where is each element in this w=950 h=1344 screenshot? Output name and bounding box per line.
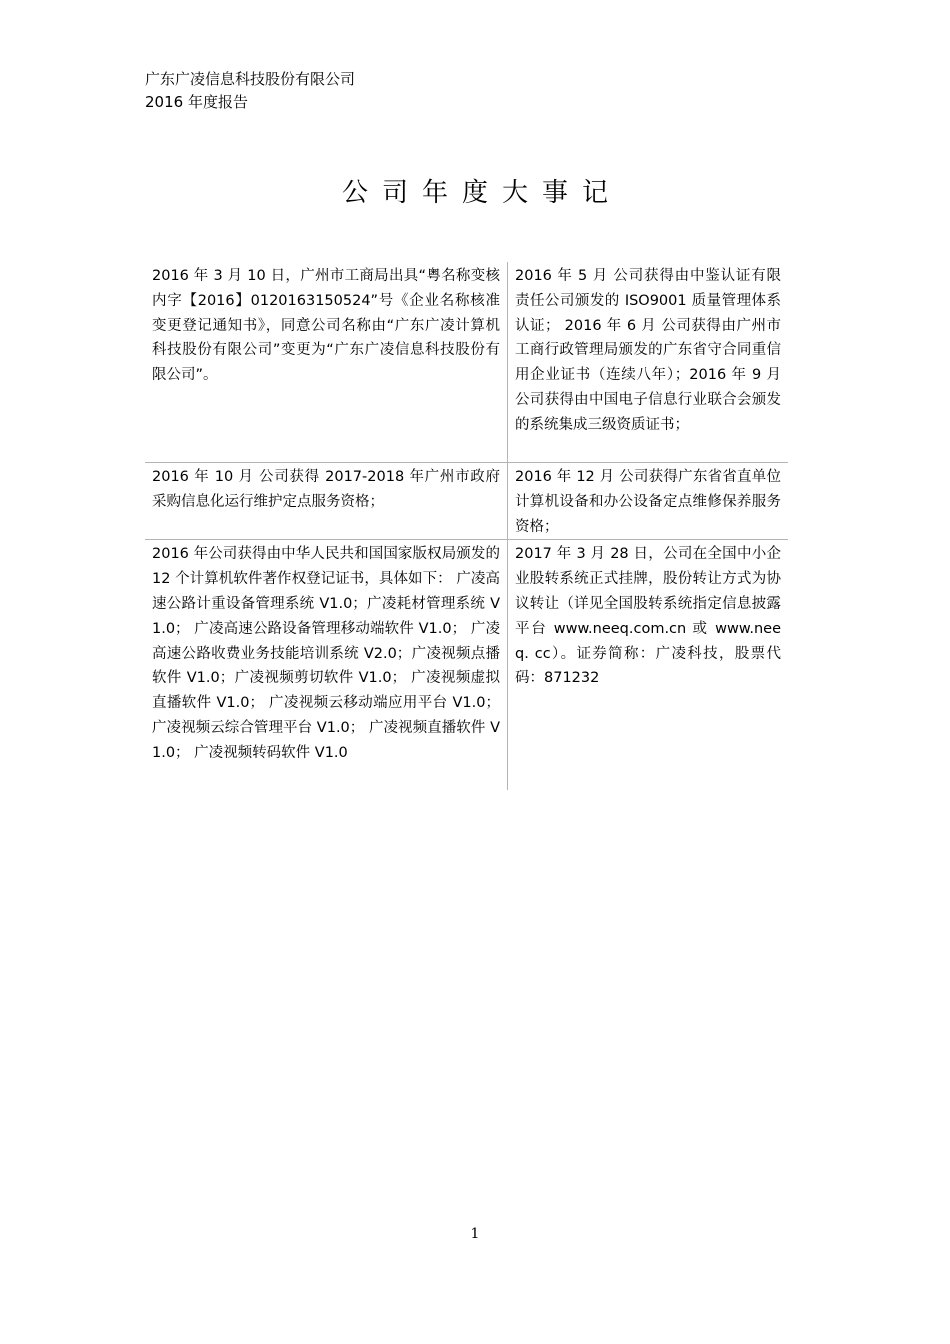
- table-row: [145, 262, 788, 463]
- event-cell: 2016 年 3 月 10 日，广州市工商局出具“粤名称变核内字【2016】0120163150524”号《企业名称核准变更登记通知书》，同意公司名称由“广东广凌计算机科技股份有限公司”变更为“广东广凌信息科技股份有限公司”。: [152, 268, 500, 384]
- events-table: [145, 262, 788, 790]
- event-cell: 2016 年公司获得由中华人民共和国国家版权局颁发的 12 个计算机软件著作权登记证书，具体如下： 广凌高速公路计重设备管理系统 V1.0；广凌耗材管理系统 V1.0； 广凌高速公路设备管理移动端软件 V1.0； 广凌高速公路收费业务技能培训系统 V2.0；广凌视频点播软件 V1.0；广凌视频剪切软件 V1.0； 广凌视频虚拟直播软件 V1.0； 广凌视频云移动端应用平台 V1.0； 广凌视频云综合管理平台 V1.0； 广凌视频直播软件 V1.0； 广凌视频转码软件 V1.0: [152, 546, 500, 761]
- document-title: 公司年度大事记: [341, 178, 622, 208]
- company-name: 广东广凌信息科技股份有限公司: [145, 70, 356, 88]
- event-cell: 2016 年 10 月 公司获得 2017-2018 年广州市政府采购信息化运行维护定点服务资格；: [145, 463, 508, 540]
- table-row: [145, 463, 788, 540]
- event-cell: 2017 年 3 月 28 日，公司在全国中小企业股转系统正式挂牌，股份转让方式为协议转让（详见全国股转系统指定信息披露平台 www.neeq.com.cn 或 www.neeq. cc）。证券简称：广凌科技，股票代码：871232: [508, 540, 789, 791]
- report-name: 2016 年度报告: [145, 93, 248, 111]
- table-row: [145, 540, 788, 791]
- page-number: 1: [470, 1226, 480, 1242]
- event-cell: 2016 年 12 月 公司获得广东省省直单位计算机设备和办公设备定点维修保养服务资格；: [508, 463, 789, 540]
- event-cell: 2016 年 5 月 公司获得由中鉴认证有限责任公司颁发的 ISO9001 质量管理体系认证； 2016 年 6 月 公司获得由广州市工商行政管理局颁发的广东省守合同重信用企业证书（连续八年）；2016 年 9 月 公司获得由中国电子信息行业联合会颁发的系统集成三级资质证书；: [508, 262, 789, 463]
- page-header: [145, 68, 355, 114]
